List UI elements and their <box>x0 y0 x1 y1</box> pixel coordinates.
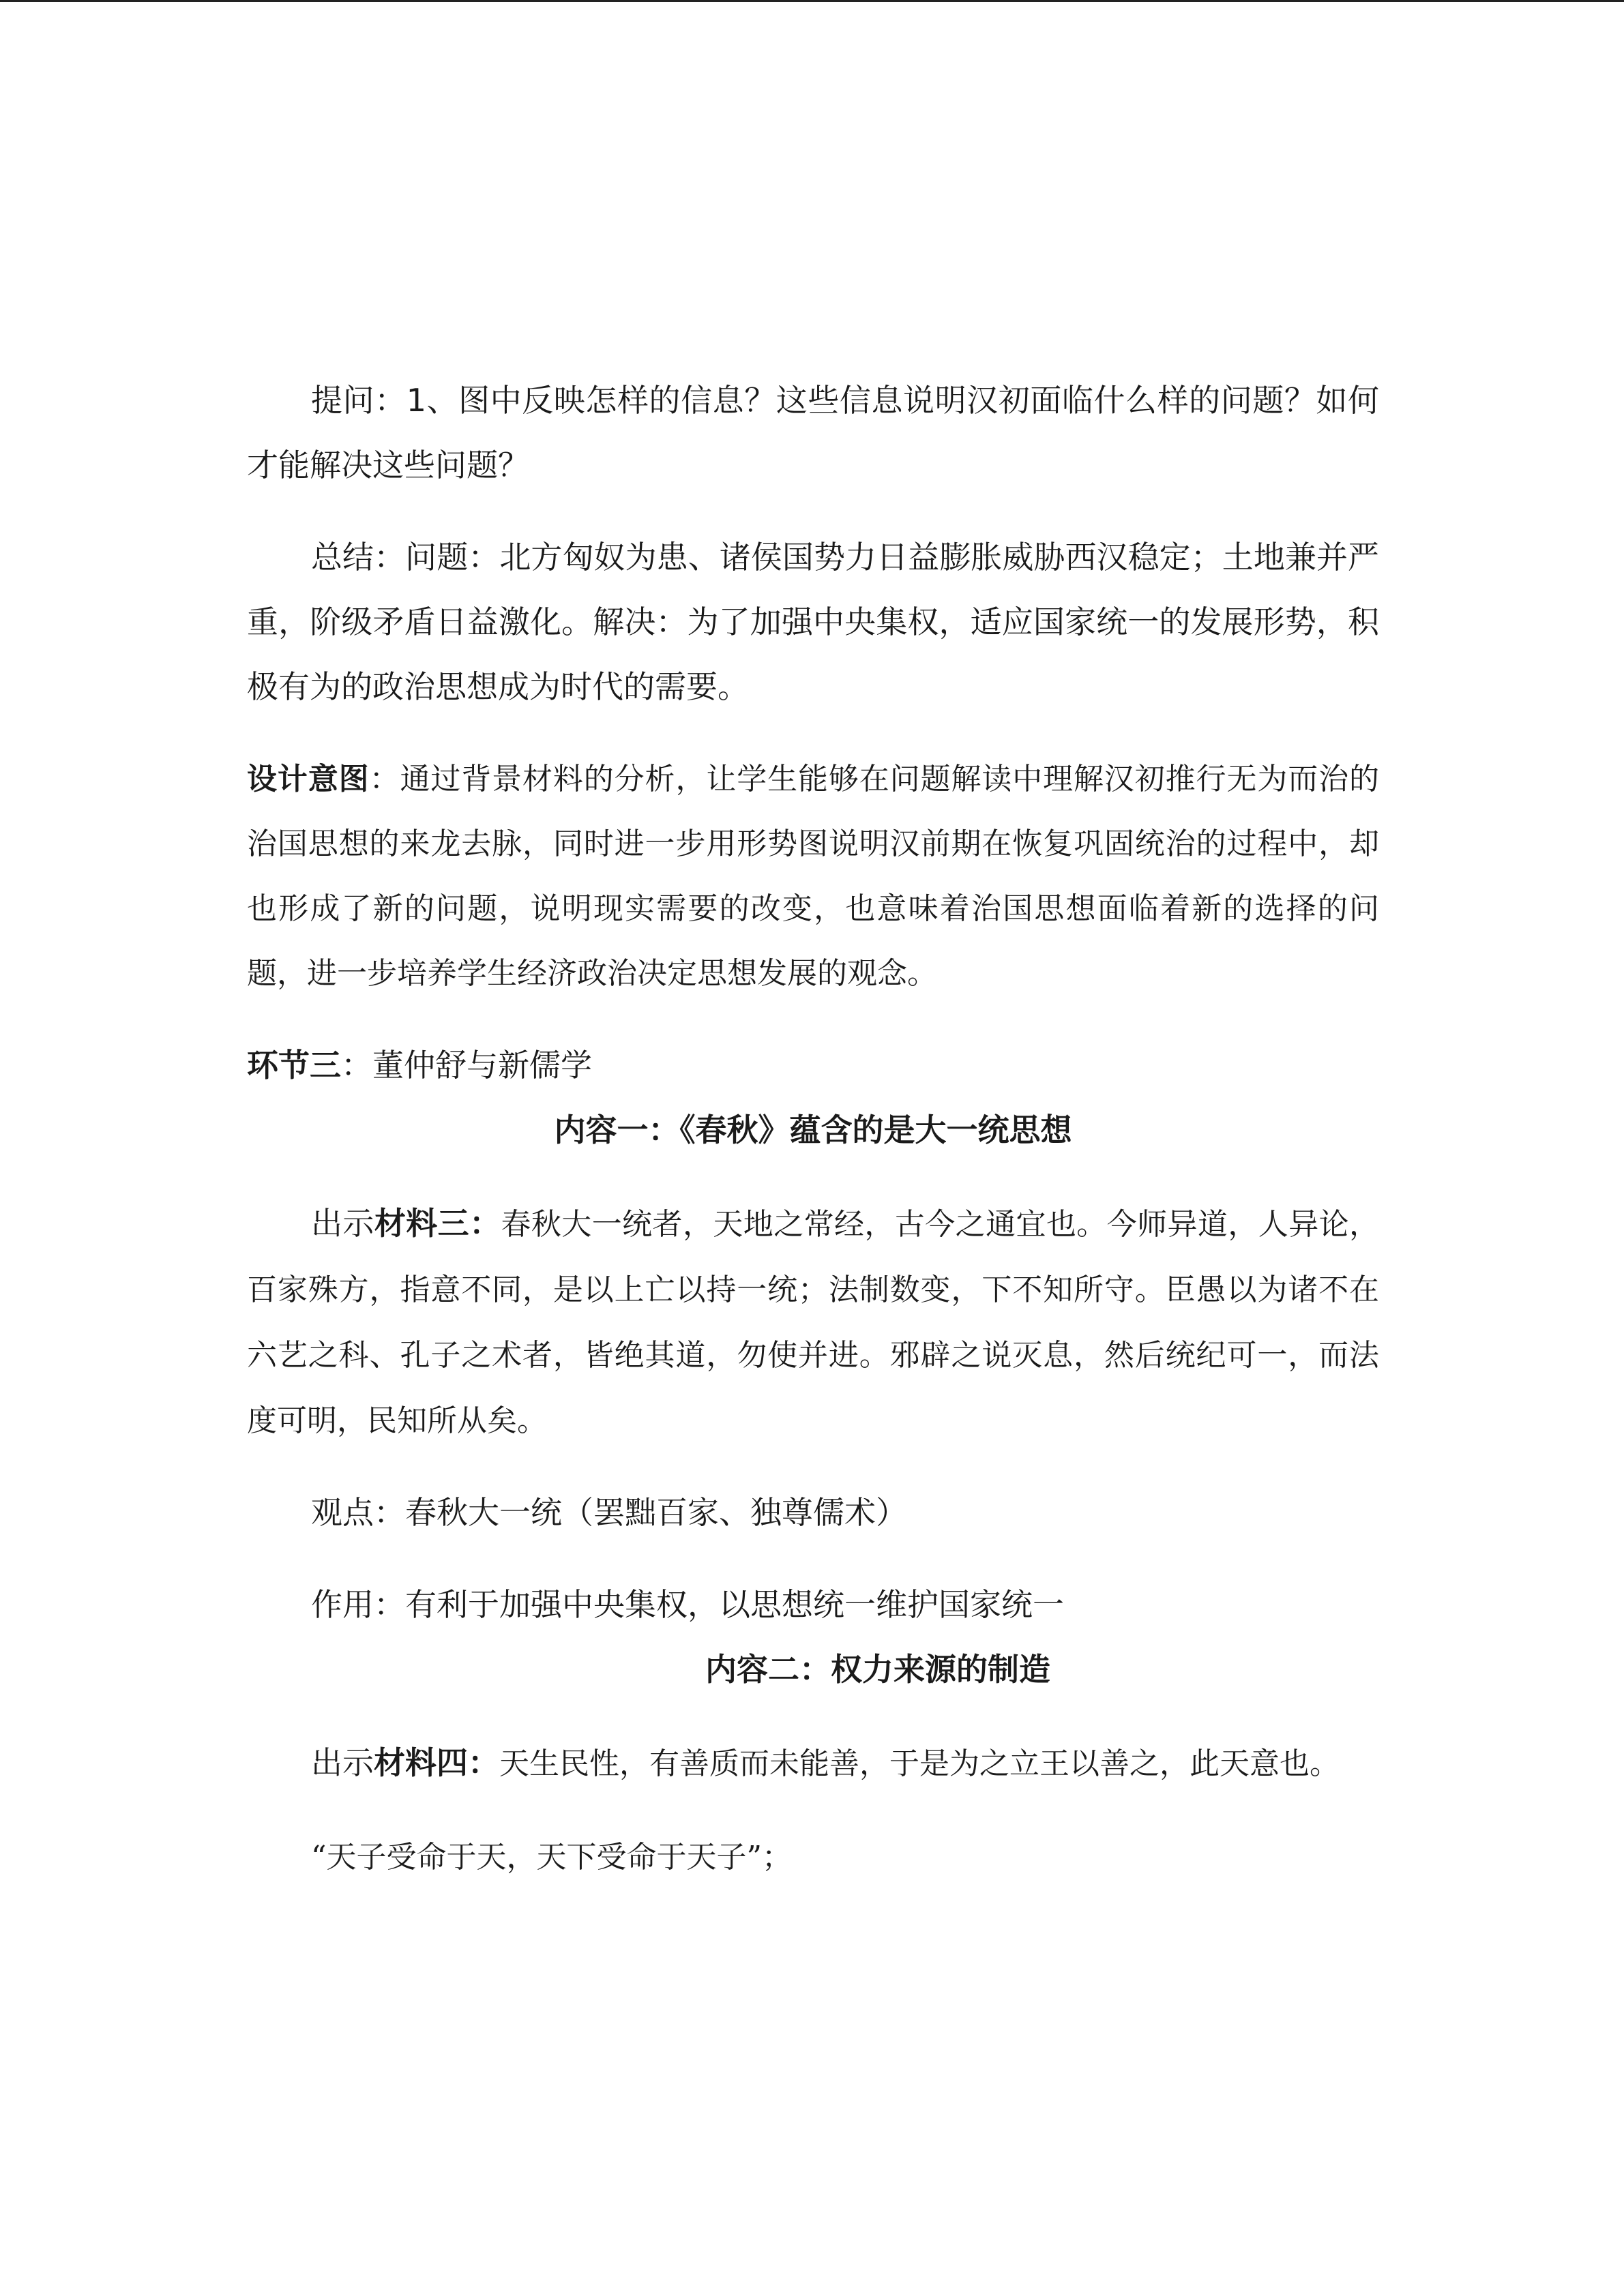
document-page <box>247 368 1379 1890</box>
material3-prefix: 出示 <box>311 1205 374 1242</box>
design-intent-label: 设计意图 <box>247 762 370 796</box>
effect-paragraph: 作用：有利于加强中央集权，以思想统一维护国家统一 <box>311 1586 1064 1623</box>
summary-paragraph: 总结：问题：北方匈奴为患、诸侯国势力日益膨胀威胁西汉稳定；土地兼并严重，阶级矛盾日益激化。解决：为了加强中央集权，适应国家统一的发展形势，积极有为的政治思想成为时代的需要。 <box>247 539 1379 705</box>
material3-paragraph <box>247 1191 1379 1453</box>
quote-paragraph: “天子受命于天，天下受命于天子”； <box>311 1840 792 1875</box>
design-intent-paragraph <box>247 747 1379 1006</box>
section3-title: ：董仲舒与新儒学 <box>341 1047 592 1084</box>
viewpoint-paragraph: 观点：春秋大一统（罢黜百家、独尊儒术） <box>311 1494 907 1531</box>
section3-label: 环节三 <box>247 1047 341 1084</box>
page-top-border <box>0 0 1624 2</box>
material4-label: 材料四： <box>374 1744 499 1781</box>
material3-text: 春秋大一统者，天地之常经，古今之通宜也。今师异道，人异论，百家殊方，指意不同，是以上亡以持一统；法制数变，下不知所守。臣愚以为诸不在六艺之科、孔子之术者，皆绝其道，勿使并进。邪辟之说灭息，然后统纪可一，而法度可明，民知所从矣。 <box>247 1207 1380 1438</box>
material4-text: 天生民性，有善质而未能善，于是为之立王以善之，此天意也。 <box>499 1746 1340 1781</box>
material4-prefix: 出示 <box>311 1744 374 1781</box>
content2-heading: 内容二：权力来源的制造 <box>705 1651 1050 1688</box>
material3-label: 材料三： <box>374 1205 501 1242</box>
material4-paragraph <box>247 1731 1379 1796</box>
design-intent-text: ：通过背景材料的分析，让学生能够在问题解读中理解汉初推行无为而治的治国思想的来龙去脉，同时进一步用形势图说明汉前期在恢复巩固统治的过程中，却也形成了新的问题，说明现实需要的改变，也意味着治国思想面临着新的选择的问题，进一步培养学生经济政治决定思想发展的观念。 <box>247 762 1380 991</box>
content1-heading: 内容一：《春秋》蕴含的是大一统思想 <box>554 1112 1072 1148</box>
section3-heading <box>247 1033 1379 1098</box>
question-paragraph: 提问：1、图中反映怎样的信息？这些信息说明汉初面临什么样的问题？如何才能解决这些问题？ <box>247 382 1379 483</box>
